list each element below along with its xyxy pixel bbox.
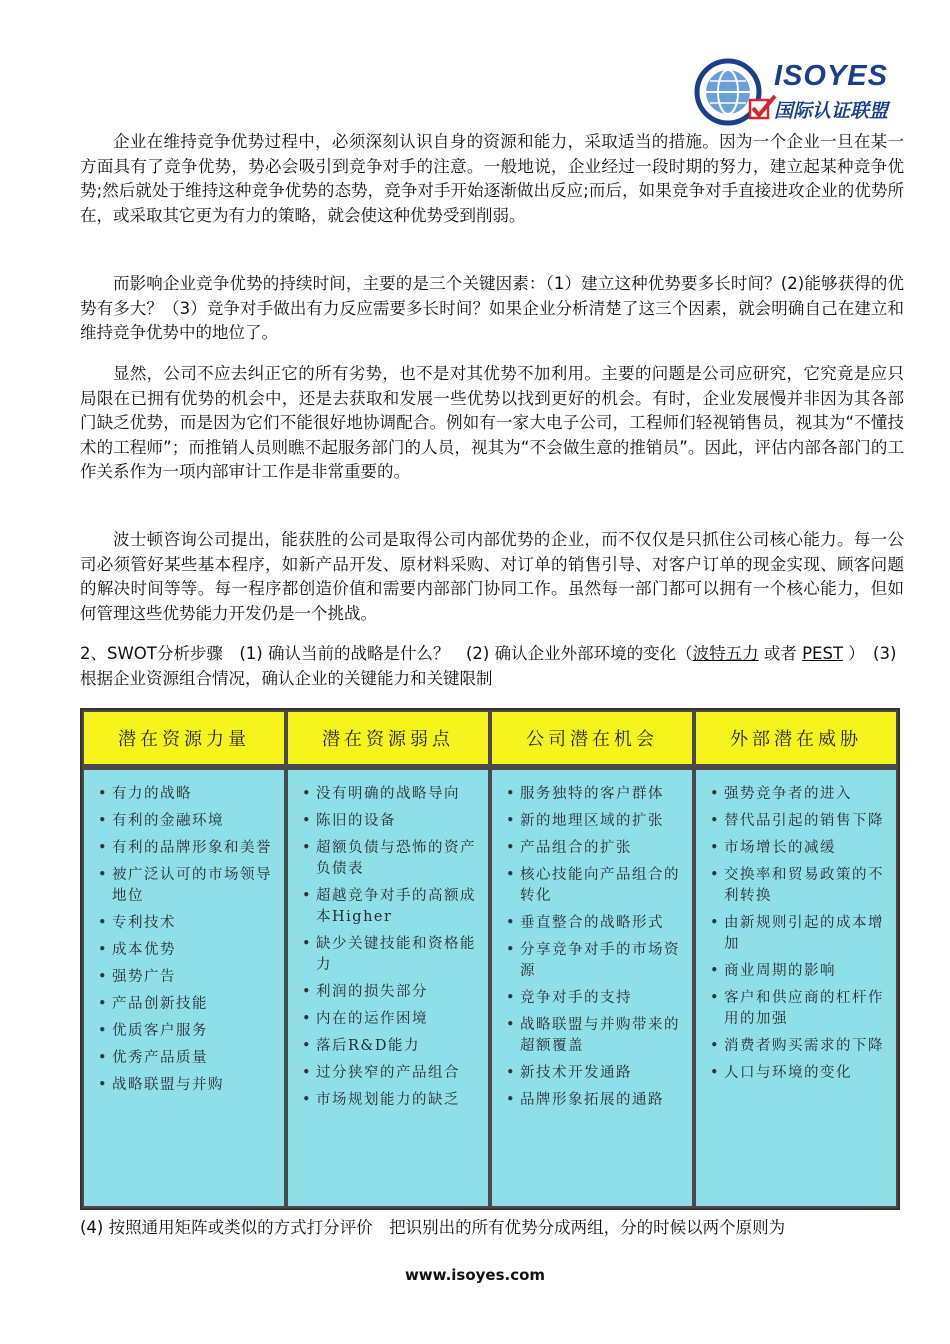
swot-item: • 利润的损失部分 xyxy=(302,982,478,1003)
strengths-list xyxy=(98,784,274,1096)
swot-item: • 缺少关键技能和资格能力 xyxy=(302,934,478,976)
swot-item: • 有利的金融环境 xyxy=(98,811,274,832)
step-4-line: (4) 按照通用矩阵或类似的方式打分评价 把识别出的所有优势分成两组，分的时候以两个原则为 xyxy=(80,1218,786,1237)
swot-steps xyxy=(80,642,910,691)
swot-item: • 陈旧的设备 xyxy=(302,811,478,832)
paragraph-1: 企业在维持竞争优势过程中，必须深刻认识自身的资源和能力，采取适当的措施。因为一个企业一旦在某一方面具有了竞争优势，势必会吸引到竞争对手的注意。一般地说，企业经过一段时期的努力，建立起某种竞争优势;然后就处于维持这种竞争优势的态势，竞争对手开始逐渐做出反应;而后，如果竞争对手直接进攻企业的优势所在，或采取其它更为有力的策略，就会使这种优势受到削弱。 xyxy=(80,132,904,225)
swot-item: • 过分狭窄的产品组合 xyxy=(302,1063,478,1084)
swot-item: • 超越竞争对手的高额成本Higher xyxy=(302,886,478,928)
swot-item: • 成本优势 xyxy=(98,940,274,961)
swot-item: • 服务独特的客户群体 xyxy=(506,784,682,805)
paragraph-4: 波士顿咨询公司提出，能获胜的公司是取得公司内部优势的企业，而不仅仅是只抓住公司核心能力。每一公司必须管好某些基本程序，如新产品开发、原材料采购、对订单的销售引导、对客户订单的现金实现、顾客问题的解决时间等等。每一程序都创造价值和需要内部部门协同工作。虽然每一部门都可以拥有一个核心能力，但如何管理这些优势能力开发仍是一个挑战。 xyxy=(80,530,904,623)
swot-item: • 由新规则引起的成本增加 xyxy=(710,913,886,955)
swot-item: • 客户和供应商的杠杆作用的加强 xyxy=(710,988,886,1030)
swot-item: • 核心技能向产品组合的转化 xyxy=(506,865,682,907)
swot-column-strengths xyxy=(84,712,284,1206)
swot-item: • 分享竞争对手的市场资源 xyxy=(506,940,682,982)
logo-subtitle: 国际认证联盟 xyxy=(774,100,889,122)
swot-item: • 优秀产品质量 xyxy=(98,1048,274,1069)
swot-item: • 专利技术 xyxy=(98,913,274,934)
swot-item: • 优质客户服务 xyxy=(98,1021,274,1042)
swot-item: • 产品组合的扩张 xyxy=(506,838,682,859)
swot-item: • 市场增长的减缓 xyxy=(710,838,886,859)
swot-item: • 新的地理区域的扩张 xyxy=(506,811,682,832)
threats-list xyxy=(710,784,886,1084)
column-header: 潜在资源弱点 xyxy=(288,712,488,764)
swot-item: • 强势竞争者的进入 xyxy=(710,784,886,805)
swot-item: • 消费者购买需求的下降 xyxy=(710,1036,886,1057)
pest-link[interactable]: PEST xyxy=(802,644,844,663)
opportunities-list xyxy=(506,784,682,1111)
swot-column-threats xyxy=(696,712,896,1206)
swot-item: • 强势广告 xyxy=(98,967,274,988)
swot-item: • 替代品引起的销售下降 xyxy=(710,811,886,832)
swot-item: • 内在的运作困境 xyxy=(302,1009,478,1030)
steps-prefix: 2、SWOT分析步骤 (1) 确认当前的战略是什么？ (2) 确认企业外部环境的变化（ xyxy=(80,644,693,663)
swot-item: • 超额负债与恐怖的资产负债表 xyxy=(302,838,478,880)
swot-item: • 战略联盟与并购带来的超额覆盖 xyxy=(506,1015,682,1057)
swot-item: • 新技术开发通路 xyxy=(506,1063,682,1084)
weaknesses-list xyxy=(302,784,478,1111)
swot-item: • 有利的品牌形象和美誉 xyxy=(98,838,274,859)
footer-url[interactable]: www.isoyes.com xyxy=(404,1266,546,1284)
paragraph-2: 而影响企业竞争优势的持续时间，主要的是三个关键因素：（1）建立这种优势要多长时间？(2)能够获得的优势有多大？（3）竞争对手做出有力反应需要多长时间？如果企业分析清楚了这三个因素，就会明确自己在建立和维持竞争优势中的地位了。 xyxy=(80,274,904,343)
paragraph-3: 显然，公司不应去纠正它的所有劣势，也不是对其优势不加利用。主要的问题是公司应研究，它究竟是应只局限在已拥有优势的机会中，还是去获取和发展一些优势以找到更好的机会。有时，企业发展慢并非因为其各部门缺乏优势，而是因为它们不能很好地协调配合。例如有一家大电子公司，工程师们轻视销售员，视其为“不懂技术的工程师”；而推销人员则瞧不起服务部门的人员，视其为“不会做生意的推销员”。因此，评估内部各部门的工作关系作为一项内部审计工作是非常重要的。 xyxy=(80,364,904,482)
swot-item: • 被广泛认可的市场领导地位 xyxy=(98,865,274,907)
swot-item: • 有力的战略 xyxy=(98,784,274,805)
swot-item: • 垂直整合的战略形式 xyxy=(506,913,682,934)
porter-five-forces-link[interactable]: 波特五力 xyxy=(692,644,759,663)
swot-item: • 竞争对手的支持 xyxy=(506,988,682,1009)
column-header: 潜在资源力量 xyxy=(84,712,284,764)
swot-item: • 落后R&D能力 xyxy=(302,1036,478,1057)
steps-middle: 或者 xyxy=(758,644,803,663)
column-header: 公司潜在机会 xyxy=(492,712,692,764)
swot-item: • 没有明确的战略导向 xyxy=(302,784,478,805)
logo-brand: ISOYES xyxy=(774,60,888,92)
swot-item: • 产品创新技能 xyxy=(98,994,274,1015)
swot-item: • 战略联盟与并购 xyxy=(98,1075,274,1096)
swot-item: • 品牌形象拓展的通路 xyxy=(506,1090,682,1111)
swot-item: • 人口与环境的变化 xyxy=(710,1063,886,1084)
column-header: 外部潜在威胁 xyxy=(696,712,896,764)
swot-item: • 市场规划能力的缺乏 xyxy=(302,1090,478,1111)
isoyes-logo xyxy=(692,56,904,128)
steps-suffix: ） (3) 根据企业资源组合情况，确认企业的关键能力和关键限制 xyxy=(80,644,897,688)
swot-item: • 商业周期的影响 xyxy=(710,961,886,982)
swot-item: • 交换率和贸易政策的不利转换 xyxy=(710,865,886,907)
swot-column-weaknesses xyxy=(288,712,488,1206)
swot-table xyxy=(80,708,900,1210)
swot-column-opportunities xyxy=(492,712,692,1206)
